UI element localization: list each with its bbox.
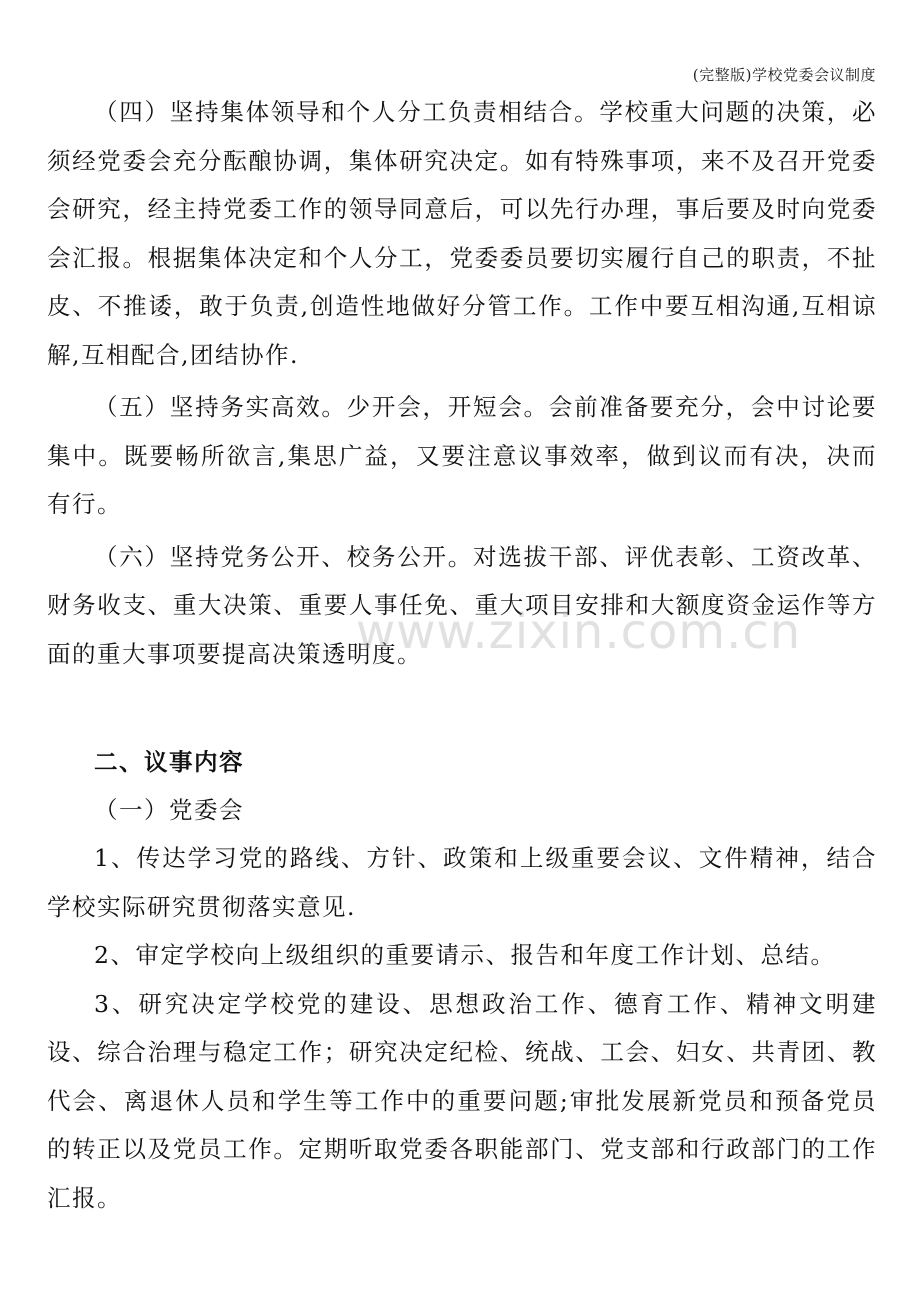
list-item-1: 1、传达学习党的路线、方针、政策和上级重要会议、文件精神，结合学校实际研究贯彻落实意见. [47,844,877,921]
paragraph-five: （五）坚持务实高效。少开会，开短会。会前准备要充分，会中讨论要集中。既要畅所欲言,集思广益，又要注意议事效率，做到议而有决，决而有行。 [47,393,877,518]
watermark: www.zixin.com.cn [356,604,802,660]
subsection-heading: （一）党委会 [94,796,244,824]
paragraph-four: （四）坚持集体领导和个人分工负责相结合。学校重大问题的决策，必须经党委会充分酝酿协调，集体研究决定。如有特殊事项，来不及召开党委会研究，经主持党委工作的领导同意后，可以先行办理，事后要及时向党委会汇报。根据集体决定和个人分工，党委委员要切实履行自己的职责，不扯皮、不推诿，敢于负责,创造性地做好分管工作。工作中要互相沟通,互相谅解,互相配合,团结协作. [47,98,877,369]
document-body [47,88,877,1222]
section-heading: 二、议事内容 [94,748,244,776]
paragraph-six: （六）坚持党务公开、校务公开。对选拔干部、评优表彰、工资改革、财务收支、重大决策、重要人事任免、重大项目安排和大额度资金运作等方面的重大事项要提高决策透明度。 [47,542,877,668]
document-header-title: (完整版)学校党委会议制度 [692,66,876,84]
list-item-2: 2、审定学校向上级组织的重要请示、报告和年度工作计划、总结。 [94,941,836,969]
list-item-3: 3、研究决定学校党的建设、思想政治工作、德育工作、精神文明建设、综合治理与稳定工作；研究决定纪检、统战、工会、妇女、共青团、教代会、离退休人员和学生等工作中的重要问题;审批发展新党员和预备党员的转正以及党员工作。定期听取党委各职能部门、党支部和行政部门的工作汇报。 [47,989,877,1212]
